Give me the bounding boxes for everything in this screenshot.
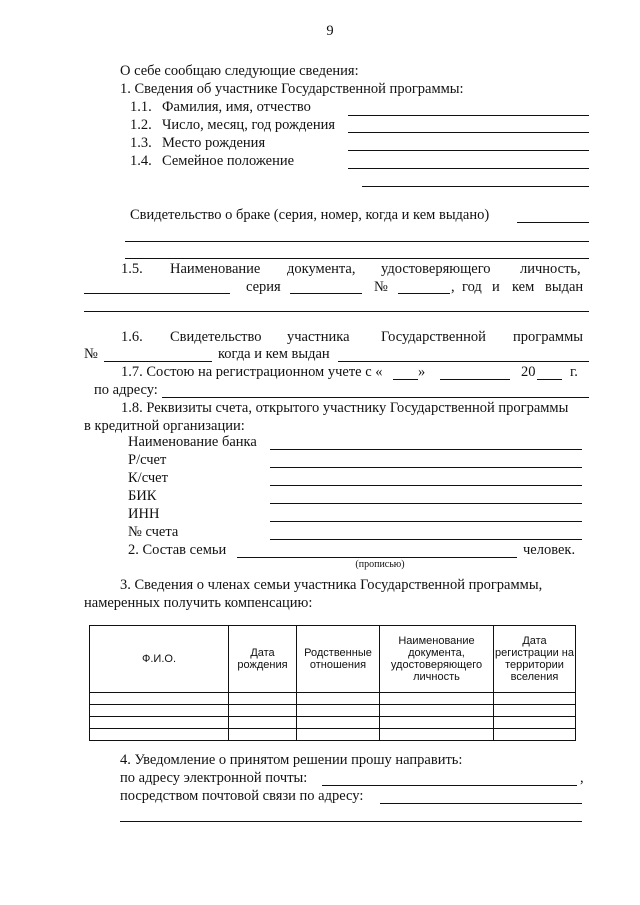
field-1-2-num: 1.2. (130, 117, 152, 133)
id-series-label: серия (246, 279, 281, 295)
id-number-sign: № (374, 279, 388, 295)
bank-name-label: Наименование банка (128, 434, 257, 450)
field-1-3-label: Место рождения (162, 135, 266, 151)
marital-status-field-line2[interactable] (362, 186, 589, 187)
table-cell[interactable] (494, 729, 576, 741)
table-cell[interactable] (297, 705, 380, 717)
id-document-name-field[interactable] (84, 293, 230, 294)
table-cell[interactable] (494, 705, 576, 717)
table-cell[interactable] (90, 717, 229, 729)
inn-field[interactable] (270, 521, 582, 522)
registration-quote-close: » (418, 364, 426, 380)
family-composition-suffix: человек. (523, 542, 576, 558)
table-cell[interactable] (90, 693, 229, 705)
item-1-6-word-2: участника (287, 329, 350, 345)
in-words-hint: (прописью) (355, 559, 405, 570)
section3-subtitle: намеренных получить компенсацию: (84, 595, 313, 611)
table-cell[interactable] (90, 705, 229, 717)
item-1-5-word-4: личность, (520, 261, 581, 277)
table-cell[interactable] (494, 693, 576, 705)
col-header-name: Ф.И.О. (90, 626, 229, 693)
section3-title: 3. Сведения о членах семьи участника Государственной программы, (120, 577, 543, 593)
participant-cert-issued-field[interactable] (338, 361, 589, 362)
settlement-account-field[interactable] (270, 467, 582, 468)
email-comma: , (580, 770, 584, 786)
bik-field[interactable] (270, 503, 582, 504)
table-cell[interactable] (297, 729, 380, 741)
postal-label: посредством почтовой связи по адресу: (120, 788, 364, 804)
item-1-6-word-1: Свидетельство (170, 329, 262, 345)
table-cell[interactable] (229, 693, 297, 705)
registration-month-field[interactable] (440, 379, 510, 380)
field-1-3-num: 1.3. (130, 135, 152, 151)
email-field[interactable] (322, 785, 577, 786)
id-number-field[interactable] (398, 293, 450, 294)
family-composition-label: 2. Состав семьи (128, 542, 227, 558)
table-row (90, 705, 576, 717)
table-cell[interactable] (90, 729, 229, 741)
family-members-table (89, 625, 576, 741)
field-1-1-label: Фамилия, имя, отчество (162, 99, 311, 115)
field-1-2-label: Число, месяц, год рождения (162, 117, 336, 133)
birth-date-field[interactable] (348, 132, 589, 133)
table-cell[interactable] (229, 729, 297, 741)
table-cell[interactable] (380, 717, 494, 729)
email-label: по адресу электронной почты: (120, 770, 308, 786)
id-tail-1: год (462, 279, 482, 295)
item-1-5-word-1: Наименование (170, 261, 261, 277)
registration-year-field[interactable] (537, 379, 562, 380)
table-cell[interactable] (380, 705, 494, 717)
postal-address-field[interactable] (380, 803, 582, 804)
inn-label: ИНН (128, 506, 160, 522)
col-header-registration-date: Дата регистрации на территории вселения (494, 626, 576, 693)
table-header-row (90, 626, 576, 693)
participant-cert-issued-label: когда и кем выдан (218, 346, 330, 362)
family-composition-field[interactable] (237, 557, 517, 558)
birth-place-field[interactable] (348, 150, 589, 151)
marriage-cert-field[interactable] (517, 222, 589, 223)
settlement-account-label: Р/счет (128, 452, 167, 468)
table-cell[interactable] (380, 729, 494, 741)
full-name-field[interactable] (348, 115, 589, 116)
registration-address-label: по адресу: (94, 382, 158, 398)
postal-address-field-line2[interactable] (120, 821, 582, 822)
id-tail-2: и (492, 279, 500, 295)
page-number: 9 (326, 23, 334, 39)
bank-name-field[interactable] (270, 449, 582, 450)
table-cell[interactable] (297, 693, 380, 705)
registration-text: 1.7. Состою на регистрационном учете с « (121, 364, 383, 380)
account-number-label: № счета (128, 524, 179, 540)
table-cell[interactable] (229, 717, 297, 729)
registration-year-suffix: г. (570, 364, 578, 380)
table-row (90, 717, 576, 729)
id-issued-field[interactable] (84, 311, 589, 312)
item-1-5-word-2: документа, (287, 261, 356, 277)
marital-status-field[interactable] (348, 168, 589, 169)
item-1-5-num: 1.5. (121, 261, 143, 277)
section4-title: 4. Уведомление о принятом решении прошу направить: (120, 752, 463, 768)
intro-text: О себе сообщаю следующие сведения: (120, 63, 359, 79)
participant-cert-number-sign: № (84, 346, 98, 362)
item-1-6-num: 1.6. (121, 329, 143, 345)
marriage-cert-field-line3[interactable] (125, 258, 589, 259)
field-1-4-num: 1.4. (130, 153, 152, 169)
correspondent-account-label: К/счет (128, 470, 168, 486)
col-header-relation: Родственные отношения (297, 626, 380, 693)
marriage-cert-field-line2[interactable] (125, 241, 589, 242)
col-header-birth-date: Дата рождения (229, 626, 297, 693)
table-cell[interactable] (297, 717, 380, 729)
bik-label: БИК (128, 488, 157, 504)
participant-cert-number-field[interactable] (104, 361, 212, 362)
registration-day-field[interactable] (393, 379, 418, 380)
id-comma: , (451, 279, 455, 295)
bank-details-title: 1.8. Реквизиты счета, открытого участнику Государственной программы (121, 400, 569, 416)
table-cell[interactable] (229, 705, 297, 717)
id-tail-3: кем (512, 279, 535, 295)
field-1-1-num: 1.1. (130, 99, 152, 115)
bank-details-subtitle: в кредитной организации: (84, 418, 245, 434)
section1-title: 1. Сведения об участнике Государственной программы: (120, 81, 464, 97)
item-1-6-word-4: программы (513, 329, 583, 345)
id-tail-4: выдан (545, 279, 584, 295)
item-1-6-word-3: Государственной (381, 329, 486, 345)
registration-address-field[interactable] (162, 397, 589, 398)
correspondent-account-field[interactable] (270, 485, 582, 486)
registration-year-prefix: 20 (521, 364, 536, 380)
table-cell[interactable] (494, 717, 576, 729)
col-header-id-document: Наименование документа, удостоверяющего личность (380, 626, 494, 693)
table-row (90, 693, 576, 705)
account-number-field[interactable] (270, 539, 582, 540)
field-1-4-label: Семейное положение (162, 153, 295, 169)
item-1-5-word-3: удостоверяющего (381, 261, 491, 277)
marriage-cert-label: Свидетельство о браке (серия, номер, когда и кем выдано) (130, 207, 490, 223)
id-series-field[interactable] (290, 293, 362, 294)
table-cell[interactable] (380, 693, 494, 705)
table-row (90, 729, 576, 741)
